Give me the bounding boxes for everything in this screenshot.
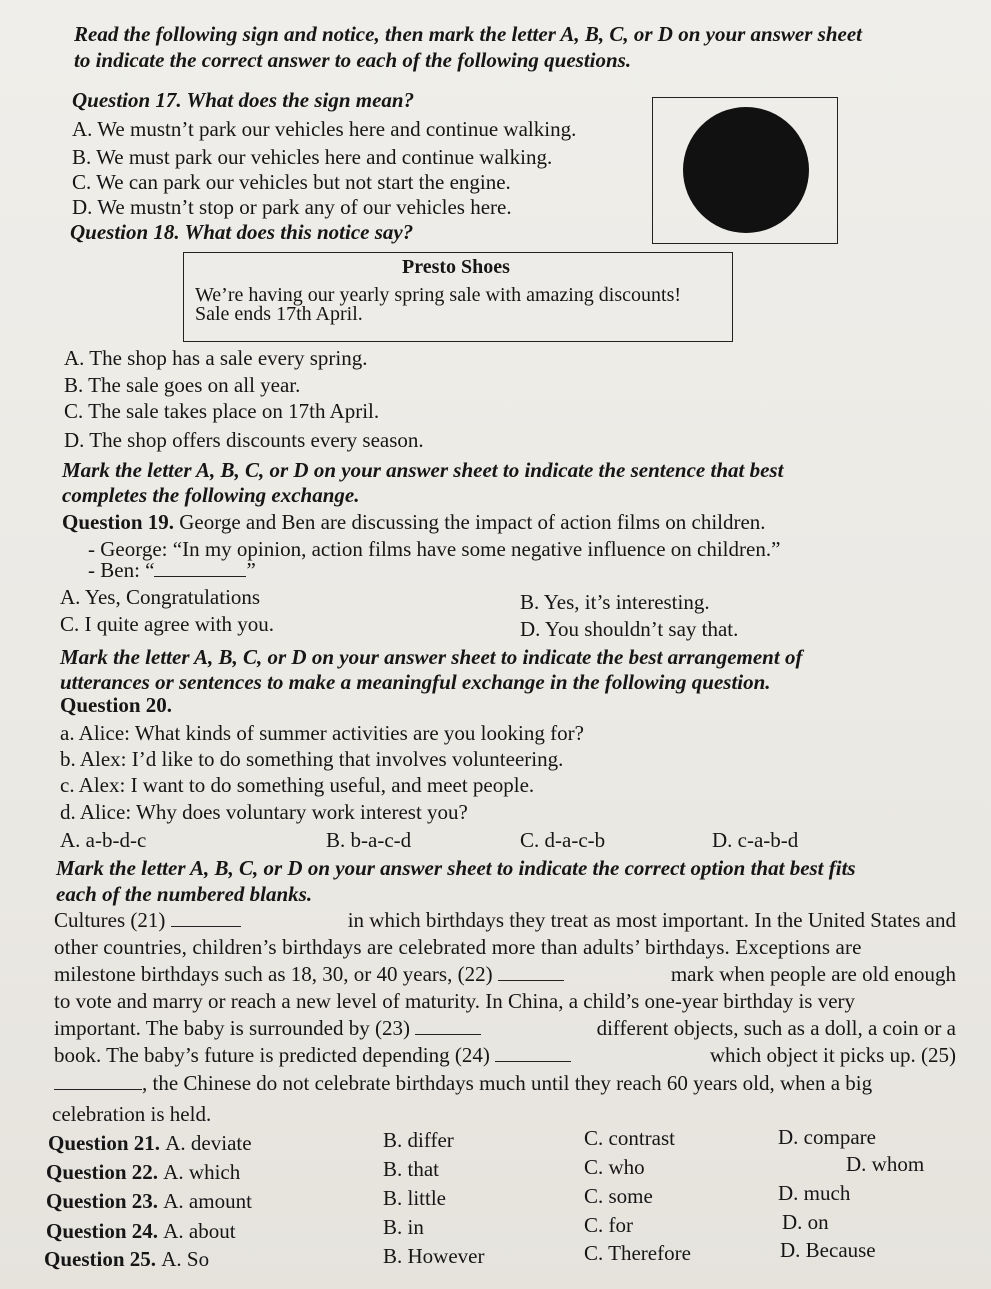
passage-line-4: to vote and marry or reach a new level of maturity. In China, a child’s one-year birthday is very	[54, 989, 856, 1013]
q24-option-b: B. in	[383, 1215, 424, 1239]
passage-l5b: different objects, such as a doll, a coin or a	[596, 1016, 956, 1040]
notice-heading: Presto Shoes	[402, 256, 510, 278]
blank-25	[54, 1071, 142, 1090]
q23-label: Question 23. A. amount	[46, 1189, 252, 1213]
passage-l6a: book. The baby’s future is predicted depending (24)	[54, 1043, 490, 1067]
instruction-arrangement-line1: Mark the letter A, B, C, or D on your answer sheet to indicate the best arrangement of	[60, 645, 803, 669]
question-19-title	[62, 510, 766, 534]
q19-prompt: George and Ben are discussing the impact of action films on children.	[174, 510, 766, 534]
sign-circle-icon	[683, 107, 809, 233]
blank-22	[498, 962, 564, 981]
notice-line2: Sale ends 17th April.	[195, 303, 363, 325]
instruction-exchange-line2: completes the following exchange.	[62, 483, 360, 507]
passage-l5a: important. The baby is surrounded by (23)	[54, 1016, 410, 1040]
passage-l3b: mark when people are old enough	[670, 962, 956, 986]
instruction-sign-notice-line2: to indicate the correct answer to each of the following questions.	[74, 48, 632, 72]
q17-option-a: A. We mustn’t park our vehicles here and continue walking.	[72, 117, 577, 141]
q20-option-b: B. b-a-c-d	[326, 828, 412, 852]
passage-line-3	[54, 962, 956, 986]
q19-ben-prefix: - Ben: “	[88, 558, 155, 582]
q19-blank	[154, 558, 246, 577]
q18-option-c: C. The sale takes place on 17th April.	[64, 399, 380, 423]
instruction-exchange-line1: Mark the letter A, B, C, or D on your answer sheet to indicate the sentence that best	[62, 458, 784, 482]
q20-line-d: d. Alice: Why does voluntary work interest you?	[60, 800, 468, 824]
blank-24	[495, 1043, 571, 1062]
q24-option-d: D. on	[782, 1210, 829, 1234]
instruction-blanks-line1: Mark the letter A, B, C, or D on your answer sheet to indicate the correct option that best fits	[56, 856, 856, 880]
passage-line-7	[54, 1071, 956, 1095]
q20-option-c: C. d-a-c-b	[520, 828, 606, 852]
q17-option-d: D. We mustn’t stop or park any of our vehicles here.	[72, 195, 512, 219]
q21-option-b: B. differ	[383, 1128, 454, 1152]
passage-l1a: Cultures (21)	[54, 908, 166, 932]
q19-option-c: C. I quite agree with you.	[60, 612, 275, 636]
q19-option-d: D. You shouldn’t say that.	[520, 617, 739, 641]
q19-option-a: A. Yes, Congratulations	[60, 585, 261, 609]
passage-line-2: other countries, children’s birthdays are celebrated more than adults’ birthdays. Exceptions are	[54, 935, 862, 959]
q24-option-c: C. for	[584, 1213, 633, 1237]
question-18-title: Question 18. What does this notice say?	[70, 220, 414, 244]
instruction-sign-notice-line1: Read the following sign and notice, then mark the letter A, B, C, or D on your answer sheet	[74, 22, 862, 46]
instruction-arrangement-line2: utterances or sentences to make a meaningful exchange in the following question.	[60, 670, 771, 694]
q18-option-b: B. The sale goes on all year.	[64, 373, 301, 397]
passage-line-8: celebration is held.	[52, 1102, 212, 1126]
passage-l1b: in which birthdays they treat as most important. In the United States and	[347, 908, 956, 932]
question-20-title: Question 20.	[60, 693, 173, 717]
q19-ben-suffix: ”	[246, 558, 256, 582]
q22-option-b: B. that	[383, 1157, 439, 1181]
q20-option-a: A. a-b-d-c	[60, 828, 147, 852]
q20-line-a: a. Alice: What kinds of summer activities are you looking for?	[60, 721, 584, 745]
passage-l6b: which object it picks up. (25)	[709, 1043, 956, 1067]
q21-label: Question 21. A. deviate	[48, 1131, 252, 1155]
q17-option-c: C. We can park our vehicles but not start the engine.	[72, 170, 511, 194]
passage-line-6	[54, 1043, 956, 1067]
blank-21	[171, 908, 241, 927]
passage-l3a: milestone birthdays such as 18, 30, or 40 years, (22)	[54, 962, 493, 986]
q23-option-c: C. some	[584, 1184, 653, 1208]
q25-option-c: C. Therefore	[584, 1241, 691, 1265]
q24-label: Question 24. A. about	[46, 1219, 236, 1243]
q20-line-c: c. Alex: I want to do something useful, and meet people.	[60, 773, 535, 797]
q22-option-d: D. whom	[846, 1152, 925, 1176]
q20-line-b: b. Alex: I’d like to do something that involves volunteering.	[60, 747, 564, 771]
q18-option-d: D. The shop offers discounts every season.	[64, 428, 424, 452]
passage-l7: , the Chinese do not celebrate birthdays much until they reach 60 years old, when a big	[142, 1071, 873, 1095]
blank-23	[415, 1016, 481, 1035]
q22-label: Question 22. A. which	[46, 1160, 241, 1184]
q23-option-b: B. little	[383, 1186, 446, 1210]
q19-george-line: - George: “In my opinion, action films have some negative influence on children.”	[88, 537, 781, 561]
q19-option-b: B. Yes, it’s interesting.	[520, 590, 710, 614]
q22-option-c: C. who	[584, 1155, 645, 1179]
passage-line-1	[54, 908, 956, 932]
q17-option-b: B. We must park our vehicles here and continue walking.	[72, 145, 553, 169]
q21-option-c: C. contrast	[584, 1126, 675, 1150]
q25-label: Question 25. A. So	[44, 1247, 210, 1271]
q21-option-d: D. compare	[778, 1125, 876, 1149]
passage-line-5	[54, 1016, 956, 1040]
q23-option-d: D. much	[778, 1181, 851, 1205]
instruction-blanks-line2: each of the numbered blanks.	[56, 882, 313, 906]
question-17-title: Question 17. What does the sign mean?	[72, 88, 415, 112]
q25-option-d: D. Because	[780, 1238, 876, 1262]
q25-option-b: B. However	[383, 1244, 485, 1268]
notice-line1: We’re having our yearly spring sale with amazing discounts!	[195, 284, 682, 306]
q20-option-d: D. c-a-b-d	[712, 828, 799, 852]
q19-label: Question 19.	[62, 510, 175, 534]
no-parking-sign-box	[652, 97, 838, 244]
q19-ben-line	[88, 558, 256, 582]
q18-option-a: A. The shop has a sale every spring.	[64, 346, 368, 370]
